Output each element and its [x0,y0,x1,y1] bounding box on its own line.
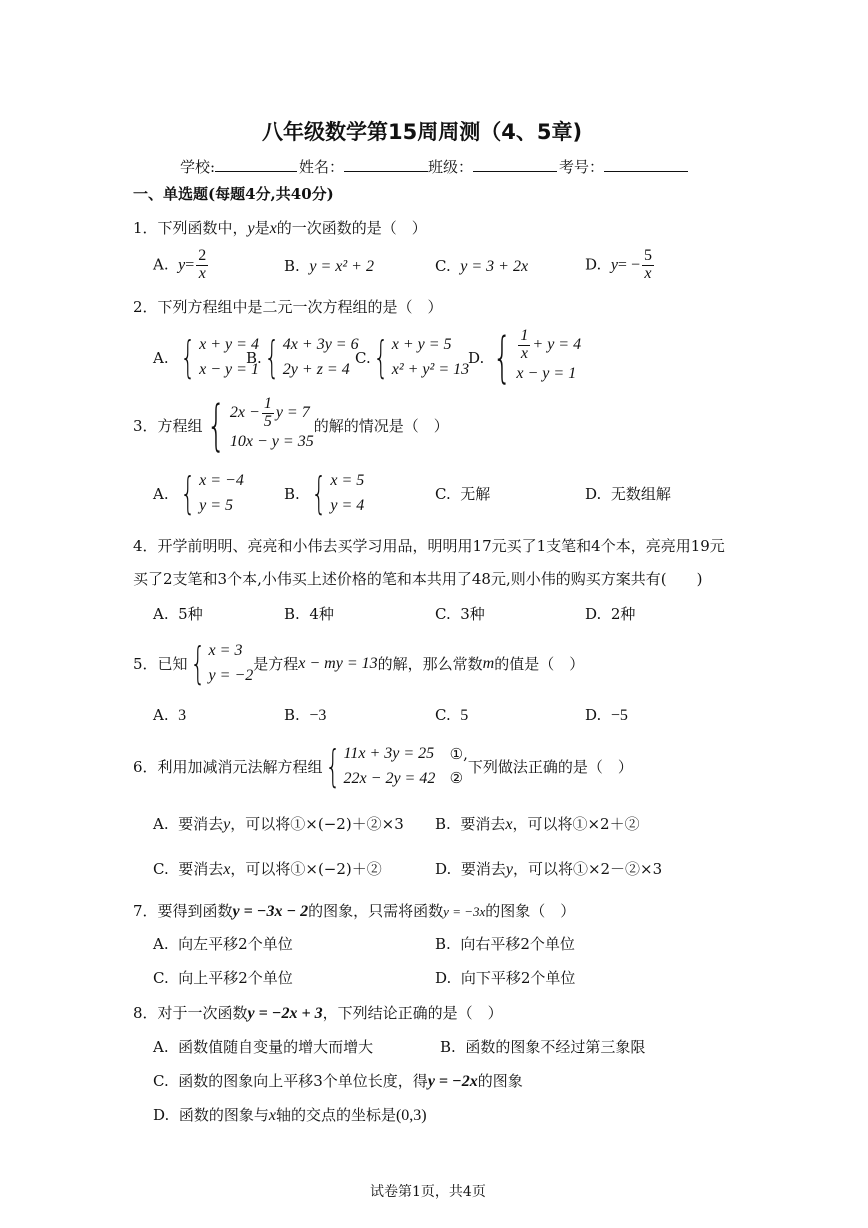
denominator: x [520,344,528,362]
option-label: A. [153,935,169,953]
option-label: B. [246,348,262,367]
option-label: B. [284,484,300,503]
option-text: 3 [178,707,187,724]
math-op: = [185,256,195,274]
q5-option-b[interactable] [284,706,326,725]
mark-1: ①, [449,745,468,764]
numerator: 1 [263,394,272,412]
option-text: ，可以将①×2＋② [512,815,640,833]
eq-part: 2x − [229,403,260,421]
school-blank[interactable] [215,171,297,172]
option-label: D. [585,706,602,724]
q8-option-b[interactable] [440,1036,645,1057]
q8-option-c[interactable] [153,1070,523,1091]
mark-2: ② [449,768,464,787]
option-label: D. [585,485,602,503]
q4-option-a[interactable] [153,603,203,624]
equation-system [133,638,584,689]
equation-system [284,468,364,519]
q2-option-a[interactable] [153,332,259,383]
equation-marks [450,743,468,790]
eq-line: x + y = 5 [391,335,452,353]
math-var: x [223,861,231,878]
option-label: B. [435,815,451,833]
math-var: x [268,1107,276,1124]
q5-option-d[interactable] [585,706,628,725]
question-5-stem [133,638,584,689]
denominator: x [644,264,652,282]
option-text: ，可以将①×(−2)＋② [230,860,382,878]
section-title: 一、单选题(每题4分,共40分) [133,185,334,203]
stem-text: 的解，那么常数 [377,655,483,673]
eq-rest: + y = 4 [532,335,582,353]
q8-option-d[interactable] [153,1104,427,1125]
question-8-stem [133,1002,503,1023]
equation-system [133,741,633,792]
q2-option-b[interactable] [246,332,359,383]
q1-option-a[interactable] [153,248,210,283]
q1-option-d[interactable] [585,248,656,283]
equation-system [355,332,469,383]
question-3-stem [133,394,449,457]
option-label: D. [585,605,602,623]
option-label: C. [153,860,169,878]
eq-line: x = −4 [199,471,244,489]
equation: x − my = 13 [298,654,378,672]
eq-line: 10x − y = 35 [229,433,314,451]
math-expr: (0,3) [395,1107,427,1124]
name-blank[interactable] [344,171,428,172]
q7-option-a[interactable] [153,933,293,954]
brace: { [492,326,512,389]
option-text: 2种 [610,605,636,623]
eq-line: y = 4 [330,496,365,514]
q5-option-a[interactable] [153,706,186,725]
math-expr: y = −3x [443,904,486,919]
option-label: C. [153,969,169,987]
q1-option-c[interactable] [435,257,528,276]
math-expr: y = −3x − 2 [232,903,309,920]
stem-text: 5．已知 [133,655,188,673]
math-var: y [178,256,186,274]
option-text: 要消去 [178,815,224,833]
option-text: 向上平移2个单位 [178,969,293,987]
option-text: 函数的图象向上平移3个单位长度，得 [178,1072,428,1090]
math-expr: y = −2x + 3 [247,1005,323,1022]
info-field-name [299,156,428,177]
q1-text: 1．下列函数中， [133,219,248,237]
exam-no-label: 考号： [559,158,605,176]
option-label: A. [153,706,169,724]
q7-option-b[interactable] [435,933,575,954]
option-text: 无数组解 [610,485,671,503]
q4-option-d[interactable] [585,603,635,624]
system-lines [199,469,244,519]
eq-line [230,396,314,431]
option-text: 4种 [309,605,334,623]
eq-line: x − y = 1 [199,360,259,378]
system-lines [330,469,364,519]
math-op: = − [617,256,640,274]
equation-system [153,332,259,383]
eq-line: 2y + z = 4 [282,360,350,378]
option-text: 函数的图象不经过第三象限 [465,1038,646,1056]
q1-option-b[interactable] [284,257,374,276]
denominator: 5 [263,412,272,430]
q2-option-d[interactable] [468,326,581,389]
eq-line: 4x + 3y = 6 [282,335,359,353]
option-label: D. [585,255,602,274]
option-label: B. [284,605,300,623]
page-title: 八年级数学第15周周测（4、5章) [262,120,583,144]
stem-text: 的图象（ ） [485,902,576,920]
option-label: C. [153,1072,169,1090]
option-label: B. [440,1038,456,1056]
system-lines [230,396,314,455]
q1-text: 是 [254,219,270,237]
q8-option-a[interactable] [153,1036,373,1057]
fraction [262,396,274,431]
stem-text: 下列做法正确的是（ ） [467,758,633,776]
option-text: 3种 [460,605,485,623]
math-var: y [505,861,513,878]
class-blank[interactable] [473,171,557,172]
eq-line [516,328,581,363]
option-text: 轴的交点的坐标是 [275,1106,396,1124]
option-label: C. [435,605,451,623]
info-field-class [428,156,557,177]
eq-line: 22x − 2y = 42 [343,769,436,787]
fraction [196,248,208,283]
q4-option-c[interactable] [435,603,485,624]
q7-option-d[interactable] [435,967,575,988]
option-label: C. [435,485,451,503]
question-4-stem-line1: 4．开学前明明、亮亮和小伟去买学习用品，明明用17元买了1支笔和4个本，亮亮用19元 [133,537,725,555]
brace: { [324,741,341,792]
equation-system [246,332,359,383]
option-text: 要消去 [460,860,506,878]
math-expr: y = x² + 2 [309,258,374,275]
numerator: 5 [643,247,652,264]
equation-system [468,326,581,389]
eq-line: y = −2 [208,666,254,684]
option-label: D. [435,969,452,987]
q6-option-b[interactable] [435,813,640,834]
option-text: 函数值随自变量的增大而增大 [178,1038,374,1056]
option-label: A. [153,484,169,503]
option-text: 5种 [178,605,203,623]
q6-option-c[interactable] [153,858,382,879]
denominator: x [198,264,206,282]
q1-var-y: y [247,220,255,237]
class-label: 班级： [428,158,474,176]
q5-option-c[interactable] [435,706,468,725]
option-text: ，可以将①×2－②×3 [512,860,663,878]
info-field-exam-no [559,156,688,177]
option-text: 要消去 [460,815,506,833]
eq-line: x² + y² = 13 [391,360,470,378]
question-7-stem [133,900,575,921]
eq-line: 11x + 3y = 25 [343,744,435,762]
fraction [642,248,654,283]
system-lines [283,333,359,383]
option-text: 向下平移2个单位 [460,969,576,987]
eq-part: y = 7 [275,403,310,421]
eq-line: x + y = 4 [199,335,259,353]
option-label: D. [435,860,452,878]
q1-text: 的一次函数的是（ ） [276,219,427,237]
q6-option-d[interactable] [435,858,662,879]
math-var: y [610,256,618,274]
numerator: 2 [198,247,207,264]
option-text: 向左平移2个单位 [178,935,293,953]
question-4-stem-line2: 买了2支笔和3个本,小伟买上述价格的笔和本共用了48元,则小伟的购买方案共有( ) [133,570,703,588]
stem-text: ，下列结论正确的是（ ） [322,1004,503,1022]
question-6-stem [133,741,633,792]
option-label: A. [153,815,169,833]
system-lines [209,639,254,689]
q4-option-b[interactable] [284,603,334,624]
option-text: 的图象 [477,1072,523,1090]
stem-text: 的图象，只需将函数 [308,902,444,920]
option-label: A. [153,605,169,623]
option-label: A. [153,255,169,274]
q7-option-c[interactable] [153,967,293,988]
info-field-school [180,156,297,177]
option-text: 向右平移2个单位 [460,935,575,953]
brace: { [264,332,280,383]
system-lines [344,742,436,792]
brace: { [180,332,196,383]
equation-system [153,468,244,519]
stem-text: 3．方程组 [133,417,203,435]
brace: { [189,638,206,689]
option-label: A. [153,1038,169,1056]
q2-option-c[interactable] [355,332,469,383]
option-label: D. [153,1106,170,1124]
math-var: y [223,816,231,833]
math-expr: y = 3 + 2x [460,258,529,275]
question-1-stem [133,217,427,238]
system-lines [516,328,581,387]
numerator: 1 [520,326,529,344]
stem-text: 8．对于一次函数 [133,1004,248,1022]
equation-system [133,394,449,457]
brace: { [311,468,328,519]
var-m: m [482,654,495,672]
option-text: 无解 [460,485,491,503]
question-2-stem: 2．下列方程组中是二元一次方程组的是（ ） [133,298,443,316]
q6-option-a[interactable] [153,813,404,834]
option-text: 要消去 [178,860,224,878]
stem-text: 的值是（ ） [494,655,585,673]
option-label: C. [435,257,451,275]
option-label: C. [355,348,371,367]
option-text: 函数的图象与 [178,1106,269,1124]
option-text: −3 [309,707,327,724]
stem-text: 的解的情况是（ ） [313,417,449,435]
name-label: 姓名： [299,158,345,176]
eq-line: y = 5 [199,496,234,514]
option-label: C. [435,706,451,724]
eq-line: x = 3 [208,641,243,659]
q3-option-d[interactable] [585,483,671,504]
brace: { [206,394,226,457]
eq-line: x = 5 [330,471,365,489]
option-label: A. [153,348,169,367]
q3-option-a[interactable] [153,468,244,519]
q3-option-c[interactable] [435,483,490,504]
system-lines [392,333,469,383]
math-var: x [505,816,513,833]
option-text: −5 [610,707,628,724]
q1-var-x: x [269,220,277,237]
q3-option-b[interactable] [284,468,364,519]
stem-text: 是方程 [253,655,299,673]
brace: { [373,332,389,383]
option-text: ，可以将①×(−2)＋②×3 [230,815,404,833]
option-label: B. [284,257,300,275]
brace: { [180,468,196,519]
stem-text: 6．利用加减消元法解方程组 [133,758,323,776]
option-label: D. [468,348,485,367]
exam-no-blank[interactable] [604,171,688,172]
fraction [518,328,530,363]
option-label: B. [435,935,451,953]
page-footer: 试卷第1页，共4页 [370,1184,486,1200]
school-label: 学校: [180,158,216,176]
option-label: B. [284,706,300,724]
option-text: 5 [460,707,469,724]
math-expr: y = −2x [427,1073,478,1090]
eq-line: x − y = 1 [516,365,577,383]
stem-text: 7．要得到函数 [133,902,233,920]
